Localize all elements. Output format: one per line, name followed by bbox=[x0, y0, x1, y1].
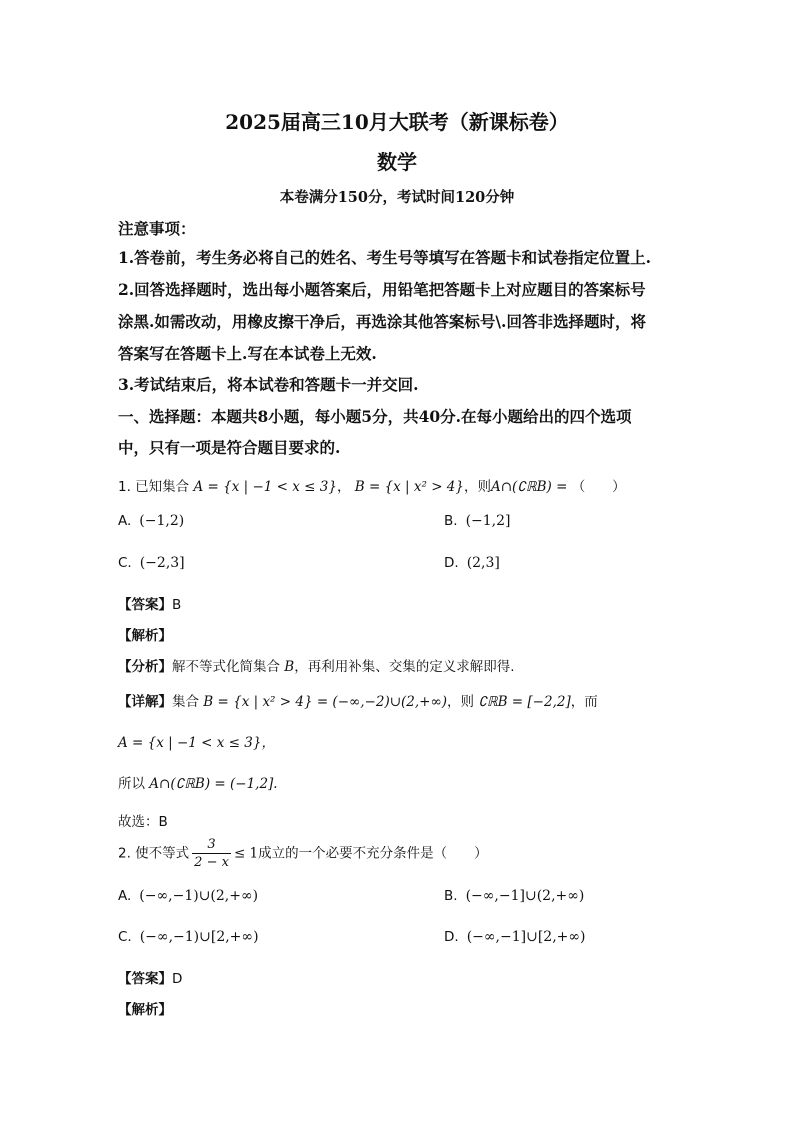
fenxi-tag: 【分析】 bbox=[118, 659, 172, 675]
option-value: (−2,3] bbox=[139, 555, 185, 571]
detail-text: 集合 bbox=[172, 694, 199, 710]
option-label: A. bbox=[118, 513, 132, 529]
question-1-option-c bbox=[118, 555, 185, 571]
notes-line-1: 1.答卷前，考生务必将自己的姓名、考生号等填写在答题卡和试卷指定位置上. bbox=[118, 248, 652, 267]
option-value: (−1,2] bbox=[465, 513, 511, 529]
therefore-math: A∩(∁ℝB) = (−1,2]. bbox=[149, 776, 278, 792]
question-2-option-b bbox=[444, 888, 584, 904]
option-value: (−∞,−1]∪(2,+∞) bbox=[465, 888, 585, 904]
question-1-then: ，则 bbox=[463, 479, 491, 495]
detail-math-3: A = {x | −1 < x ≤ 3}， bbox=[118, 735, 275, 751]
question-1-set-b: B = {x | x² > 4} bbox=[354, 479, 464, 495]
detail-tag: 【详解】 bbox=[118, 694, 172, 710]
option-label: C. bbox=[118, 929, 132, 945]
option-value: (−∞,−1]∪[2,+∞) bbox=[466, 929, 586, 945]
question-2-analysis-tag: 【解析】 bbox=[118, 1002, 172, 1018]
question-1-answer bbox=[118, 593, 181, 613]
notes-line-2: 2.回答选择题时，选出每小题答案后，用铅笔把答题卡上对应题目的答案标号 bbox=[118, 280, 646, 299]
question-2-option-a bbox=[118, 888, 258, 904]
section-line-1: 一、选择题：本题共8小题，每小题5分，共40分.在每小题给出的四个选项 bbox=[118, 407, 632, 426]
question-1-option-b bbox=[444, 513, 510, 529]
question-2-suffix: 成立的一个必要不充分条件是（ ） bbox=[258, 845, 488, 862]
question-2-prefix: 2. 使不等式 bbox=[118, 845, 190, 862]
option-label: D. bbox=[444, 929, 459, 945]
answer-value: B bbox=[172, 597, 182, 613]
option-label: D. bbox=[444, 555, 459, 571]
question-1-set-a: A = {x | −1 < x ≤ 3} bbox=[193, 479, 337, 495]
question-1-answer-paren: （ ） bbox=[571, 479, 626, 495]
exam-title: 2025届高三10月大联考（新课标卷） bbox=[225, 110, 569, 134]
notes-heading: 注意事项： bbox=[118, 219, 196, 238]
question-2-stem bbox=[118, 836, 488, 871]
answer-tag: 【答案】 bbox=[118, 597, 172, 613]
answer-tag: 【答案】 bbox=[118, 971, 172, 987]
question-1-detail-line-2 bbox=[118, 731, 275, 751]
question-1-option-d bbox=[444, 555, 500, 571]
fraction-numerator: 3 bbox=[192, 836, 231, 854]
option-label: A. bbox=[118, 888, 132, 904]
fraction-denominator: 2 − x bbox=[194, 855, 229, 870]
question-1-stem bbox=[118, 475, 626, 495]
question-1-conclusion: 故选：B bbox=[118, 814, 168, 830]
option-label: C. bbox=[118, 555, 132, 571]
fenxi-variable: B bbox=[284, 659, 295, 675]
detail-math-1: B = {x | x² > 4} = (−∞,−2)∪(2,+∞) bbox=[203, 694, 448, 710]
question-2-inequality: ≤ 1 bbox=[233, 845, 259, 862]
question-1-separator: ， bbox=[336, 479, 351, 495]
question-1-prefix: 1. 已知集合 bbox=[118, 479, 190, 495]
question-2-option-c bbox=[118, 929, 259, 945]
notes-line-4: 答案写在答题卡上.写在本试卷上无效. bbox=[118, 344, 377, 363]
notes-line-5: 3.考试结束后，将本试卷和答题卡一并交回. bbox=[118, 375, 419, 394]
notes-line-3: 涂黑.如需改动，用橡皮擦干净后，再选涂其他答案标号\.回答非选择题时，将 bbox=[118, 312, 646, 331]
question-2-answer bbox=[118, 967, 182, 987]
answer-value: D bbox=[172, 971, 183, 987]
option-value: (−∞,−1)∪(2,+∞) bbox=[139, 888, 259, 904]
detail-math-2: ∁ℝB = [−2,2] bbox=[478, 694, 571, 710]
option-label: B. bbox=[444, 513, 458, 529]
exam-subtitle: 本卷满分150分，考试时间120分钟 bbox=[279, 189, 515, 206]
question-1-detail bbox=[118, 690, 598, 710]
detail-text-end: ，而 bbox=[570, 694, 598, 710]
option-value: (−1,2) bbox=[139, 513, 185, 529]
section-line-2: 中，只有一项是符合题目要求的. bbox=[118, 438, 341, 457]
fenxi-text-end: ，再利用补集、交集的定义求解即得. bbox=[294, 659, 515, 675]
question-1-therefore bbox=[118, 772, 278, 792]
question-1-analysis-tag: 【解析】 bbox=[118, 628, 172, 644]
fenxi-text: 解不等式化简集合 bbox=[172, 659, 280, 675]
question-1-fenxi bbox=[118, 655, 515, 675]
detail-text-mid: ，则 bbox=[447, 694, 475, 710]
question-1-expression: A∩(∁ℝB) = bbox=[490, 479, 568, 495]
option-value: (2,3] bbox=[466, 555, 500, 571]
option-value: (−∞,−1)∪[2,+∞) bbox=[139, 929, 259, 945]
therefore-text: 所以 bbox=[118, 776, 145, 792]
subject-heading: 数学 bbox=[377, 150, 417, 174]
question-2-option-d bbox=[444, 929, 586, 945]
question-1-option-a bbox=[118, 513, 184, 529]
option-label: B. bbox=[444, 888, 458, 904]
question-2-fraction bbox=[192, 836, 231, 871]
